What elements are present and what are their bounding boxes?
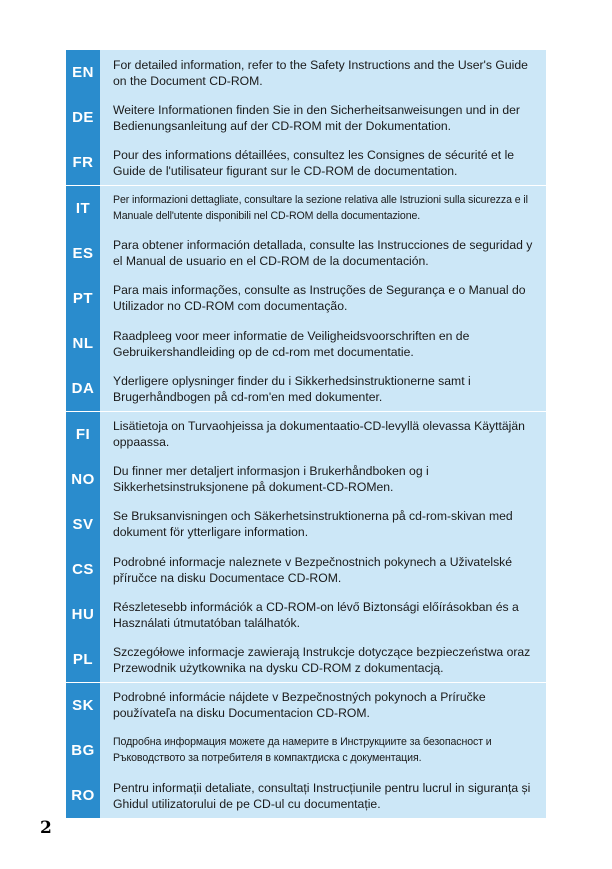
- language-code: SK: [66, 683, 100, 728]
- language-code: DA: [66, 366, 100, 411]
- language-text: Szczegółowe informacje zawierają Instrukcje dotyczące bezpieczeństwa oraz Przewodnik użytkownika na dysku CD-ROM z dokumentacją.: [100, 637, 546, 682]
- language-row-sv: [66, 502, 546, 547]
- language-text: Per informazioni dettagliate, consultare la sezione relativa alle Istruzioni sulla sicurezza e il Manuale dell'utente disponibili nel CD-ROM della documentazione.: [100, 186, 546, 231]
- language-notice-list: [66, 50, 546, 818]
- language-row-fr: [66, 140, 546, 185]
- language-row-pl: [66, 637, 546, 682]
- language-row-ro: [66, 773, 546, 818]
- language-code: BG: [66, 728, 100, 773]
- language-text: Podrobné informácie nájdete v Bezpečnostných pokynoch a Príručke používateľa na disku Documentacion CD-ROM.: [100, 683, 546, 728]
- language-row-es: [66, 231, 546, 276]
- language-text: Podrobné informacje naleznete v Bezpečnostnich pokynech a Uživatelské příručce na disku Documentace CD-ROM.: [100, 547, 546, 592]
- language-row-pt: [66, 276, 546, 321]
- language-text: Részletesebb információk a CD-ROM-on lévő Biztonsági előírásokban és a Használati útmutatóban találhatók.: [100, 592, 546, 637]
- language-text: Подробна информация можете да намерите в Инструкциите за безопасност и Ръководството за потребителя в компактдиска с документация.: [100, 728, 546, 773]
- language-row-no: [66, 457, 546, 502]
- language-text: Du finner mer detaljert informasjon i Brukerhåndboken og i Sikkerhetsinstruksjonene på dokument-CD-ROMen.: [100, 457, 546, 502]
- language-code: PT: [66, 276, 100, 321]
- language-text: Weitere Informationen finden Sie in den Sicherheitsanweisungen und in der Bedienungsanleitung auf der CD-ROM mit der Dokumentation.: [100, 95, 546, 140]
- language-row-de: [66, 95, 546, 140]
- language-code: EN: [66, 50, 100, 95]
- language-row-bg: [66, 728, 546, 773]
- language-text: Lisätietoja on Turvaohjeissa ja dokumentaatio-CD-levyllä olevassa Käyttäjän oppaassa.: [100, 412, 546, 457]
- language-text: Pour des informations détaillées, consultez les Consignes de sécurité et le Guide de l'utilisateur figurant sur le CD-ROM de documentation.: [100, 140, 546, 185]
- language-row-en: [66, 50, 546, 95]
- language-row-nl: [66, 321, 546, 366]
- page-number: 2: [40, 818, 52, 838]
- language-code: DE: [66, 95, 100, 140]
- language-code: NO: [66, 457, 100, 502]
- language-code: FR: [66, 140, 100, 185]
- language-row-sk: [66, 683, 546, 728]
- language-code: ES: [66, 231, 100, 276]
- language-text: For detailed information, refer to the Safety Instructions and the User's Guide on the Document CD-ROM.: [100, 50, 546, 95]
- language-row-fi: [66, 412, 546, 457]
- language-code: RO: [66, 773, 100, 818]
- language-text: Para obtener información detallada, consulte las Instrucciones de seguridad y el Manual de usuario en el CD-ROM de la documentación.: [100, 231, 546, 276]
- language-code: IT: [66, 186, 100, 231]
- language-text: Yderligere oplysninger finder du i Sikkerhedsinstruktionerne samt i Brugerhåndbogen på cd-rom'en med dokumenter.: [100, 366, 546, 411]
- language-code: FI: [66, 412, 100, 457]
- language-row-hu: [66, 592, 546, 637]
- language-code: SV: [66, 502, 100, 547]
- language-row-it: [66, 186, 546, 231]
- language-code: PL: [66, 637, 100, 682]
- language-code: HU: [66, 592, 100, 637]
- language-text: Raadpleeg voor meer informatie de Veiligheidsvoorschriften en de Gebruikershandleiding op de cd-rom met documentatie.: [100, 321, 546, 366]
- language-row-da: [66, 366, 546, 411]
- language-row-cs: [66, 547, 546, 592]
- language-text: Pentru informații detaliate, consultați Instrucțiunile pentru lucrul in siguranța și Ghidul utilizatorului de pe CD-ul cu documentație.: [100, 773, 546, 818]
- language-code: CS: [66, 547, 100, 592]
- language-text: Para mais informações, consulte as Instruções de Segurança e o Manual do Utilizador no CD-ROM com documentação.: [100, 276, 546, 321]
- language-text: Se Bruksanvisningen och Säkerhetsinstruktionerna på cd-rom-skivan med dokument för ytterligare information.: [100, 502, 546, 547]
- language-code: NL: [66, 321, 100, 366]
